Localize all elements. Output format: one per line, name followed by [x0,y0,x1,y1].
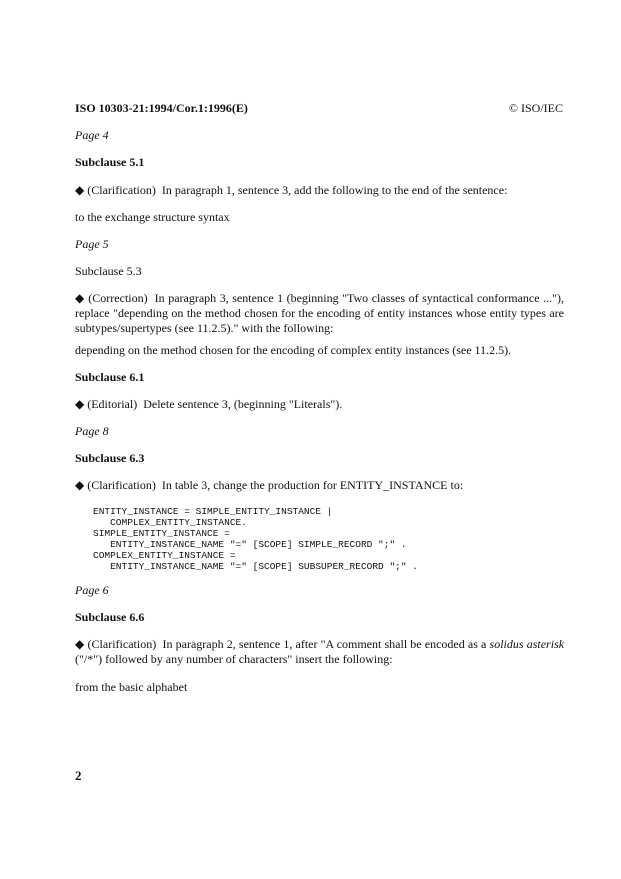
page-number: 2 [75,768,82,783]
code-line: ENTITY_INSTANCE_NAME "=" [SCOPE] SUBSUPER_RECORD ";" . [93,561,418,572]
subclause-heading: Subclause 6.3 [75,451,145,465]
emphasis-term: solidus asterisk [489,637,565,651]
change-instruction-cont: ("/*") followed by any number of characters" insert the following: [75,652,393,666]
subclause-heading: Subclause 5.3 [75,264,142,278]
subclause-heading: Subclause 5.1 [75,155,145,169]
bullet-diamond-icon: ◆ [75,183,85,197]
bullet-diamond-icon: ◆ [75,637,85,651]
subclause-heading: Subclause 6.6 [75,610,145,624]
code-line: COMPLEX_ENTITY_INSTANCE = [93,550,236,561]
code-line: ENTITY_INSTANCE_NAME "=" [SCOPE] SIMPLE_RECORD ";" . [93,539,407,550]
page-ref: Page 8 [75,424,109,438]
code-line: ENTITY_INSTANCE = SIMPLE_ENTITY_INSTANCE | [93,506,333,517]
bullet-diamond-icon: ◆ [75,478,85,492]
change-instruction: In table 3, change the production for ENTITY_INSTANCE to: [161,478,464,492]
change-item [75,183,507,198]
page-ref: Page 4 [75,128,109,142]
document-id: ISO 10303-21:1994/Cor.1:1996(E) [75,101,248,115]
change-type: (Correction) [88,291,148,305]
bullet-diamond-icon: ◆ [75,397,85,411]
change-item [75,637,564,667]
change-item [75,291,564,336]
code-line: COMPLEX_ENTITY_INSTANCE. [93,517,247,528]
change-type: (Clarification) [87,183,156,197]
bullet-diamond-icon: ◆ [75,291,85,305]
change-instruction: Delete sentence 3, (beginning "Literals"). [143,397,343,411]
insert-text: from the basic alphabet [75,680,188,694]
subclause-heading: Subclause 6.1 [75,370,145,384]
publisher-mark: © ISO/IEC [508,101,563,115]
change-instruction: In paragraph 2, sentence 1, after "A comment shall be encoded as a [162,637,487,651]
page-ref: Page 6 [75,583,109,597]
insert-text: depending on the method chosen for the encoding of complex entity instances (see 11.2.5). [75,343,512,357]
code-line: SIMPLE_ENTITY_INSTANCE = [93,528,230,539]
change-instruction: In paragraph 3, sentence 1 (beginning "Two classes of syntactical conformance ..."), replace "depending on the method chosen for the encoding of entity instances whose entity types are subtypes/supertypes (see 11.2.5)." with the following: [75,291,564,335]
change-item [75,397,342,412]
insert-text: to the exchange structure syntax [75,210,230,224]
change-item [75,478,463,493]
change-type: (Editorial) [87,397,138,411]
change-instruction: In paragraph 1, sentence 3, add the following to the end of the sentence: [161,183,508,197]
change-type: (Clarification) [87,478,156,492]
grammar-production [93,506,418,572]
change-type: (Clarification) [87,637,157,651]
page-ref: Page 5 [75,237,109,251]
